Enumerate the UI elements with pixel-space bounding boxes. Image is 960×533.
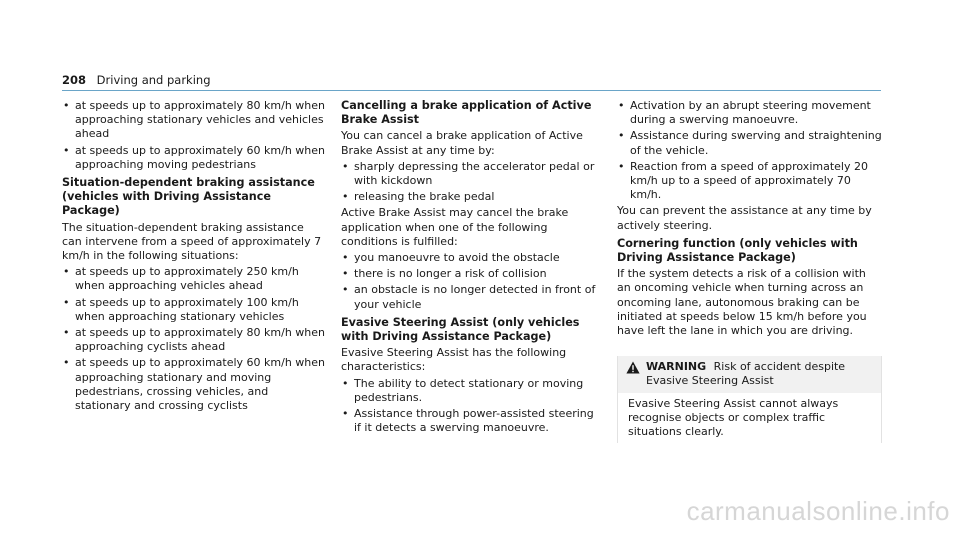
bullet-icon: •: [342, 267, 349, 281]
column-2: [341, 99, 604, 437]
warning-header: [618, 356, 881, 392]
paragraph: Active Brake Assist may cancel the brake application when one of the following conditions is fulfilled:: [341, 206, 569, 248]
paragraph: You can prevent the assistance at any time by actively steering.: [617, 204, 872, 232]
list-item: • you manoeuvre to avoid the obstacle: [342, 251, 560, 265]
bullet-icon: •: [618, 129, 625, 143]
paragraph: Evasive Steering Assist has the following characteristics:: [341, 346, 567, 374]
bullet-icon: •: [63, 99, 70, 112]
bullet-icon: •: [342, 190, 349, 204]
bullet-icon: •: [618, 99, 625, 112]
page-header: [62, 70, 881, 91]
bullet-icon: •: [63, 143, 70, 157]
cancel-methods-list: [341, 160, 604, 205]
bullet-icon: •: [63, 326, 70, 340]
list-item: • Assistance during swerving and straightening of the vehicle.: [618, 129, 882, 157]
characteristics-list: [341, 377, 604, 436]
bullet-icon: •: [342, 251, 349, 265]
list-item: • there is no longer a risk of collision: [342, 267, 547, 281]
paragraph: The situation-dependent braking assistance can intervene from a speed of approximately 7 km/h in the following situations:: [62, 220, 322, 263]
features-list: [617, 99, 882, 202]
list-item: • at speeds up to approximately 80 km/h when approaching cyclists ahead: [63, 326, 326, 354]
warning-body: Evasive Steering Assist cannot always recognise objects or complex traffic situations clearly.: [628, 396, 839, 439]
warning-box: [617, 356, 882, 443]
list-item: • releasing the brake pedal: [342, 190, 495, 204]
list-item: • at speeds up to approximately 100 km/h when approaching stationary vehicles: [63, 295, 299, 323]
list-item: • The ability to detect stationary or moving pedestrians.: [342, 376, 584, 404]
list-item: • at speeds up to approximately 250 km/h when approaching vehicles ahead: [63, 265, 299, 293]
column-1: [62, 99, 327, 415]
section-heading: Cancelling a brake application of Active Brake Assist: [341, 99, 592, 127]
bullet-icon: •: [618, 159, 625, 173]
page-number: 208: [62, 73, 87, 87]
section-heading: Cornering function (only vehicles with Driving Assistance Package): [617, 236, 858, 265]
warning-triangle-icon: [626, 360, 646, 388]
bullet-icon: •: [342, 283, 349, 297]
warning-title: WARNING: [646, 360, 707, 374]
list-item: • Assistance through power-assisted steering if it detects a swerving manoeuvre.: [342, 407, 594, 435]
paragraph: If the system detects a risk of a collision with an oncoming vehicle when turning across an oncoming lane, autonomous braking can be initiated at speeds below 15 km/h before you have left the lane in which you are driving.: [617, 267, 867, 338]
speed-list-b: [62, 265, 327, 413]
bullet-icon: •: [63, 356, 70, 370]
bullet-icon: •: [342, 376, 349, 390]
list-item: • sharply depressing the accelerator pedal or with kickdown: [342, 159, 595, 188]
watermark: carmanualsonline.info: [686, 496, 950, 526]
section-heading: Situation-dependent braking assistance (vehicles with Driving Assistance Package): [62, 176, 315, 218]
list-item: • at speeds up to approximately 80 km/h when approaching stationary vehicles and vehicles ahead: [63, 99, 326, 141]
bullet-icon: •: [63, 265, 70, 279]
speed-list-a: [62, 99, 327, 172]
conditions-list: [341, 251, 604, 312]
list-item: • an obstacle is no longer detected in front of your vehicle: [342, 283, 596, 311]
list-item: • Activation by an abrupt steering movement during a swerving manoeuvre.: [618, 99, 871, 127]
list-item: • at speeds up to approximately 60 km/h when approaching moving pedestrians: [63, 143, 326, 171]
column-3: [617, 99, 882, 443]
paragraph: You can cancel a brake application of Active Brake Assist at any time by:: [341, 129, 583, 157]
list-item: • Reaction from a speed of approximately 20 km/h up to a speed of approximately 70 km/h.: [618, 159, 868, 202]
warning-text: Risk of accident despite Evasive Steering Assist: [646, 360, 846, 388]
bullet-icon: •: [342, 407, 349, 421]
bullet-icon: •: [342, 159, 349, 173]
section-heading: Evasive Steering Assist (only vehicles with Driving Assistance Package): [341, 315, 580, 344]
section-title: Driving and parking: [96, 73, 211, 87]
bullet-icon: •: [63, 295, 70, 309]
list-item: • at speeds up to approximately 60 km/h when approaching stationary and moving pedestrians, crossing vehicles, and stationary and crossing cyclists: [63, 356, 326, 413]
